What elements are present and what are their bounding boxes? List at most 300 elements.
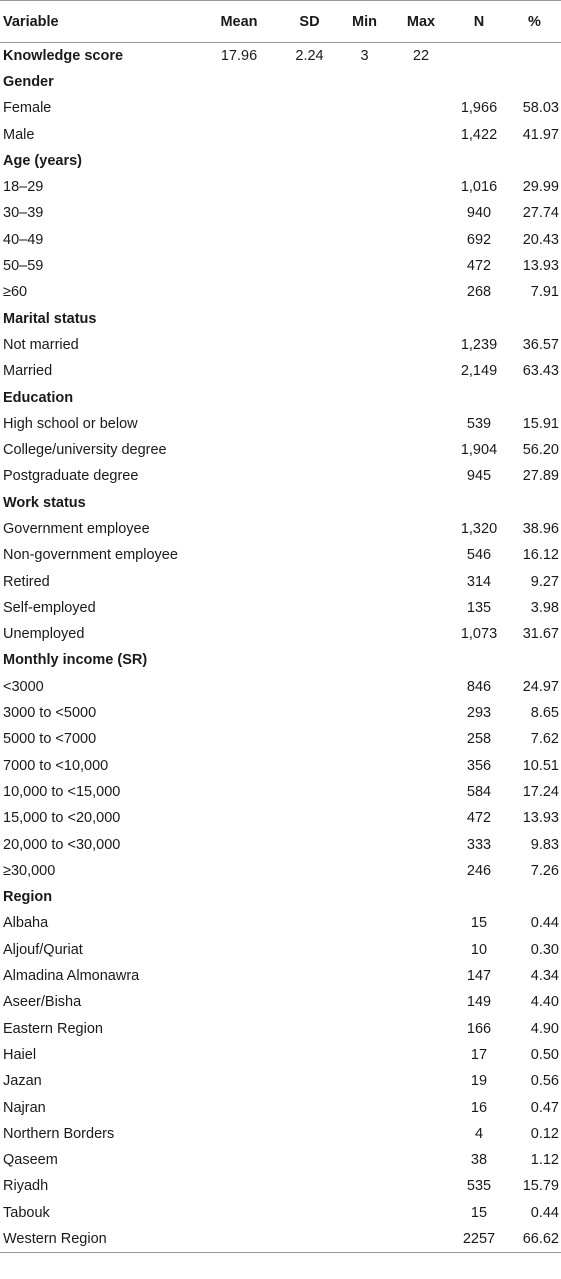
cell-sd (282, 305, 337, 331)
cell-max (392, 490, 450, 516)
cell-sd (282, 700, 337, 726)
cell-percent (508, 490, 561, 516)
cell-max (392, 1121, 450, 1147)
table-row (0, 95, 561, 121)
cell-max (392, 227, 450, 253)
cell-max (392, 779, 450, 805)
table-row (0, 726, 561, 752)
cell-sd (282, 95, 337, 121)
table-row (0, 332, 561, 358)
cell-min (337, 831, 392, 857)
cell-mean (196, 121, 282, 147)
table-row (0, 1200, 561, 1226)
cell-n: 15 (470, 915, 488, 932)
cell-n: 2,149 (460, 363, 498, 380)
cell-variable: Tabouk (3, 1204, 50, 1221)
table-row (0, 1042, 561, 1068)
cell-n: 1,073 (460, 626, 498, 643)
cell-min (337, 305, 392, 331)
cell-max (392, 358, 450, 384)
cell-max (392, 884, 450, 910)
cell-mean (196, 411, 282, 437)
cell-n (450, 148, 508, 174)
cell-variable: Haiel (3, 1046, 37, 1063)
cell-min (337, 910, 392, 936)
cell-mean (196, 1226, 282, 1252)
cell-max (392, 384, 450, 410)
cell-max (392, 674, 450, 700)
cell-max (392, 121, 450, 147)
cell-mean (196, 805, 282, 831)
cell-min (337, 647, 392, 673)
cell-mean (196, 542, 282, 568)
cell-n: 945 (466, 468, 492, 485)
cell-sd (282, 542, 337, 568)
cell-n: 356 (466, 757, 492, 774)
cell-percent: 7.62 (530, 731, 559, 748)
cell-max (392, 700, 450, 726)
cell-variable: Gender (3, 73, 54, 90)
cell-percent: 16.12 (522, 547, 559, 564)
cell-min (337, 516, 392, 542)
cell-n: 539 (466, 415, 492, 432)
cell-mean (196, 674, 282, 700)
cell-max (392, 463, 450, 489)
section-row (0, 490, 561, 516)
table-row (0, 753, 561, 779)
cell-min (337, 490, 392, 516)
table-row (0, 1094, 561, 1120)
cell-n: 1,422 (460, 126, 498, 143)
cell-min (337, 963, 392, 989)
cell-variable: Self-employed (3, 599, 96, 616)
cell-percent: 4.34 (530, 968, 559, 985)
cell-variable: Jazan (3, 1073, 42, 1090)
cell-variable: Qaseem (3, 1152, 58, 1169)
cell-mean (196, 726, 282, 752)
cell-min (337, 1173, 392, 1199)
cell-max (392, 1147, 450, 1173)
cell-min: 3 (360, 47, 369, 64)
cell-percent: 15.79 (522, 1178, 559, 1195)
cell-mean (196, 884, 282, 910)
header-n: N (473, 13, 485, 30)
cell-max (392, 411, 450, 437)
cell-mean (196, 1042, 282, 1068)
cell-percent: 13.93 (522, 810, 559, 827)
cell-variable: Male (3, 126, 35, 143)
header-min: Min (352, 13, 377, 30)
cell-percent: 17.24 (522, 783, 559, 800)
section-row (0, 305, 561, 331)
section-row (0, 43, 561, 69)
cell-variable: 18–29 (3, 179, 44, 196)
cell-min (337, 148, 392, 174)
cell-n: 1,966 (460, 100, 498, 117)
cell-percent (508, 43, 561, 69)
cell-percent: 13.93 (522, 258, 559, 275)
cell-percent: 1.12 (530, 1152, 559, 1169)
cell-mean (196, 69, 282, 95)
cell-sd (282, 726, 337, 752)
cell-min (337, 1147, 392, 1173)
cell-max (392, 516, 450, 542)
cell-mean (196, 227, 282, 253)
cell-max: 22 (412, 47, 430, 64)
cell-sd (282, 148, 337, 174)
cell-min (337, 884, 392, 910)
cell-max (392, 305, 450, 331)
table-row (0, 700, 561, 726)
cell-sd (282, 1200, 337, 1226)
cell-n: 1,239 (460, 336, 498, 353)
table-row (0, 437, 561, 463)
header-mean: Mean (220, 13, 258, 30)
cell-max (392, 805, 450, 831)
cell-max (392, 1200, 450, 1226)
cell-n: 1,904 (460, 442, 498, 459)
header-sd: SD (299, 13, 320, 30)
header-row (0, 1, 561, 43)
cell-percent: 0.44 (530, 1204, 559, 1221)
cell-n (450, 647, 508, 673)
table-row (0, 568, 561, 594)
table-row (0, 937, 561, 963)
cell-max (392, 726, 450, 752)
cell-percent: 0.44 (530, 915, 559, 932)
cell-min (337, 621, 392, 647)
cell-percent: 56.20 (522, 442, 559, 459)
cell-n: 149 (466, 994, 492, 1011)
cell-mean (196, 148, 282, 174)
cell-variable: Age (years) (3, 152, 82, 169)
cell-variable: Aseer/Bisha (3, 994, 82, 1011)
cell-mean (196, 779, 282, 805)
cell-variable: 10,000 to <15,000 (3, 783, 121, 800)
cell-variable: Married (3, 363, 53, 380)
cell-min (337, 95, 392, 121)
cell-variable: 3000 to <5000 (3, 705, 97, 722)
cell-min (337, 279, 392, 305)
cell-min (337, 937, 392, 963)
cell-min (337, 384, 392, 410)
cell-variable: Almadina Almonawra (3, 968, 140, 985)
cell-n: 472 (466, 258, 492, 275)
cell-variable: 20,000 to <30,000 (3, 836, 121, 853)
cell-max (392, 1094, 450, 1120)
cell-sd (282, 884, 337, 910)
cell-max (392, 1226, 450, 1252)
cell-sd (282, 200, 337, 226)
cell-n: 846 (466, 678, 492, 695)
cell-mean (196, 858, 282, 884)
table-row (0, 595, 561, 621)
cell-min (337, 332, 392, 358)
cell-variable: 50–59 (3, 258, 44, 275)
cell-percent: 9.27 (530, 573, 559, 590)
cell-variable: ≥60 (3, 284, 28, 301)
cell-variable: Monthly income (SR) (3, 652, 148, 669)
cell-max (392, 148, 450, 174)
table-row (0, 621, 561, 647)
cell-min (337, 674, 392, 700)
cell-variable: College/university degree (3, 442, 167, 459)
cell-mean (196, 1015, 282, 1041)
cell-variable: Non-government employee (3, 547, 178, 564)
cell-min (337, 121, 392, 147)
cell-max (392, 95, 450, 121)
cell-percent (508, 384, 561, 410)
cell-variable: Unemployed (3, 626, 85, 643)
cell-sd (282, 227, 337, 253)
cell-n: 268 (466, 284, 492, 301)
cell-n: 584 (466, 783, 492, 800)
cell-percent: 58.03 (522, 100, 559, 117)
cell-percent: 7.91 (530, 284, 559, 301)
cell-mean (196, 437, 282, 463)
table-row (0, 542, 561, 568)
cell-variable: Government employee (3, 520, 150, 537)
cell-sd (282, 121, 337, 147)
header-percent: % (528, 13, 541, 30)
table-header (0, 1, 561, 43)
cell-min (337, 568, 392, 594)
cell-n: 38 (470, 1152, 488, 1169)
cell-sd (282, 1015, 337, 1041)
table-row (0, 200, 561, 226)
cell-min (337, 1094, 392, 1120)
cell-percent (508, 647, 561, 673)
cell-n: 15 (470, 1204, 488, 1221)
cell-n: 166 (466, 1020, 492, 1037)
cell-n: 293 (466, 705, 492, 722)
table-row (0, 1015, 561, 1041)
cell-variable: Marital status (3, 310, 97, 327)
cell-mean (196, 490, 282, 516)
cell-percent: 3.98 (530, 599, 559, 616)
table-row (0, 674, 561, 700)
cell-max (392, 1042, 450, 1068)
cell-max (392, 647, 450, 673)
cell-min (337, 1121, 392, 1147)
cell-min (337, 253, 392, 279)
cell-mean (196, 1121, 282, 1147)
cell-max (392, 858, 450, 884)
cell-mean (196, 647, 282, 673)
cell-mean (196, 1147, 282, 1173)
table-row (0, 279, 561, 305)
cell-percent: 10.51 (522, 757, 559, 774)
cell-sd (282, 463, 337, 489)
cell-max (392, 1068, 450, 1094)
cell-percent: 7.26 (530, 862, 559, 879)
cell-mean (196, 1094, 282, 1120)
cell-variable: Riyadh (3, 1178, 49, 1195)
table-row (0, 1121, 561, 1147)
cell-sd (282, 1068, 337, 1094)
cell-mean (196, 384, 282, 410)
cell-max (392, 595, 450, 621)
cell-variable: Work status (3, 494, 86, 511)
cell-sd (282, 831, 337, 857)
cell-min (337, 858, 392, 884)
cell-mean (196, 516, 282, 542)
cell-min (337, 1015, 392, 1041)
cell-sd (282, 647, 337, 673)
cell-min (337, 1226, 392, 1252)
cell-mean (196, 332, 282, 358)
cell-variable: 5000 to <7000 (3, 731, 97, 748)
cell-min (337, 595, 392, 621)
cell-mean (196, 279, 282, 305)
table-row (0, 253, 561, 279)
cell-sd (282, 910, 337, 936)
cell-n: 17 (470, 1046, 488, 1063)
cell-mean (196, 305, 282, 331)
cell-n: 19 (470, 1073, 488, 1090)
cell-sd (282, 411, 337, 437)
cell-variable: Retired (3, 573, 50, 590)
cell-max (392, 1173, 450, 1199)
cell-mean (196, 910, 282, 936)
cell-percent: 15.91 (522, 415, 559, 432)
cell-percent: 66.62 (522, 1230, 559, 1247)
cell-max (392, 437, 450, 463)
cell-percent: 0.12 (530, 1125, 559, 1142)
cell-mean (196, 989, 282, 1015)
cell-variable: <3000 (3, 678, 44, 695)
cell-sd (282, 963, 337, 989)
cell-mean: 17.96 (220, 47, 258, 64)
cell-variable: 30–39 (3, 205, 44, 222)
cell-percent: 36.57 (522, 336, 559, 353)
cell-variable: 15,000 to <20,000 (3, 810, 121, 827)
cell-sd (282, 332, 337, 358)
cell-variable: ≥30,000 (3, 862, 56, 879)
table-row (0, 463, 561, 489)
table-row (0, 910, 561, 936)
cell-variable: Albaha (3, 915, 49, 932)
cell-mean (196, 568, 282, 594)
cell-n: 16 (470, 1099, 488, 1116)
cell-n: 2257 (462, 1230, 496, 1247)
table-body (0, 43, 561, 1253)
cell-max (392, 332, 450, 358)
cell-min (337, 437, 392, 463)
cell-variable: Western Region (3, 1230, 107, 1247)
cell-mean (196, 95, 282, 121)
cell-min (337, 726, 392, 752)
cell-sd (282, 1094, 337, 1120)
cell-sd (282, 989, 337, 1015)
cell-mean (196, 831, 282, 857)
cell-sd: 2.24 (295, 47, 324, 64)
cell-n: 1,320 (460, 520, 498, 537)
cell-min (337, 700, 392, 726)
cell-min (337, 200, 392, 226)
cell-n: 258 (466, 731, 492, 748)
cell-n: 472 (466, 810, 492, 827)
cell-mean (196, 753, 282, 779)
cell-sd (282, 490, 337, 516)
cell-sd (282, 358, 337, 384)
cell-n: 333 (466, 836, 492, 853)
cell-variable: 40–49 (3, 231, 44, 248)
cell-min (337, 542, 392, 568)
cell-sd (282, 516, 337, 542)
cell-sd (282, 858, 337, 884)
cell-mean (196, 595, 282, 621)
cell-min (337, 174, 392, 200)
section-row (0, 647, 561, 673)
cell-variable: Female (3, 100, 52, 117)
cell-mean (196, 1173, 282, 1199)
table-row (0, 779, 561, 805)
cell-min (337, 69, 392, 95)
cell-mean (196, 700, 282, 726)
cell-n: 1,016 (460, 179, 498, 196)
cell-sd (282, 1147, 337, 1173)
cell-max (392, 753, 450, 779)
table-row (0, 227, 561, 253)
cell-percent: 31.67 (522, 626, 559, 643)
cell-min (337, 1042, 392, 1068)
cell-sd (282, 69, 337, 95)
cell-sd (282, 753, 337, 779)
cell-sd (282, 937, 337, 963)
cell-percent: 29.99 (522, 179, 559, 196)
cell-sd (282, 1042, 337, 1068)
table-row (0, 121, 561, 147)
cell-sd (282, 779, 337, 805)
section-row (0, 148, 561, 174)
cell-variable: High school or below (3, 415, 138, 432)
table-row (0, 831, 561, 857)
cell-max (392, 200, 450, 226)
cell-percent: 0.30 (530, 941, 559, 958)
cell-n: 535 (466, 1178, 492, 1195)
cell-sd (282, 674, 337, 700)
table-row (0, 358, 561, 384)
cell-max (392, 568, 450, 594)
cell-mean (196, 963, 282, 989)
cell-variable: Not married (3, 336, 79, 353)
section-row (0, 69, 561, 95)
cell-percent: 0.47 (530, 1099, 559, 1116)
table-row (0, 516, 561, 542)
cell-sd (282, 1173, 337, 1199)
cell-mean (196, 1200, 282, 1226)
cell-sd (282, 1121, 337, 1147)
cell-sd (282, 568, 337, 594)
cell-max (392, 69, 450, 95)
cell-sd (282, 384, 337, 410)
table-row (0, 805, 561, 831)
cell-min (337, 358, 392, 384)
cell-n (450, 490, 508, 516)
cell-percent: 8.65 (530, 705, 559, 722)
cell-mean (196, 463, 282, 489)
cell-sd (282, 621, 337, 647)
cell-min (337, 463, 392, 489)
section-row (0, 384, 561, 410)
table-row (0, 963, 561, 989)
cell-sd (282, 437, 337, 463)
cell-max (392, 937, 450, 963)
cell-n: 246 (466, 862, 492, 879)
cell-percent (508, 884, 561, 910)
cell-variable: Najran (3, 1099, 46, 1116)
